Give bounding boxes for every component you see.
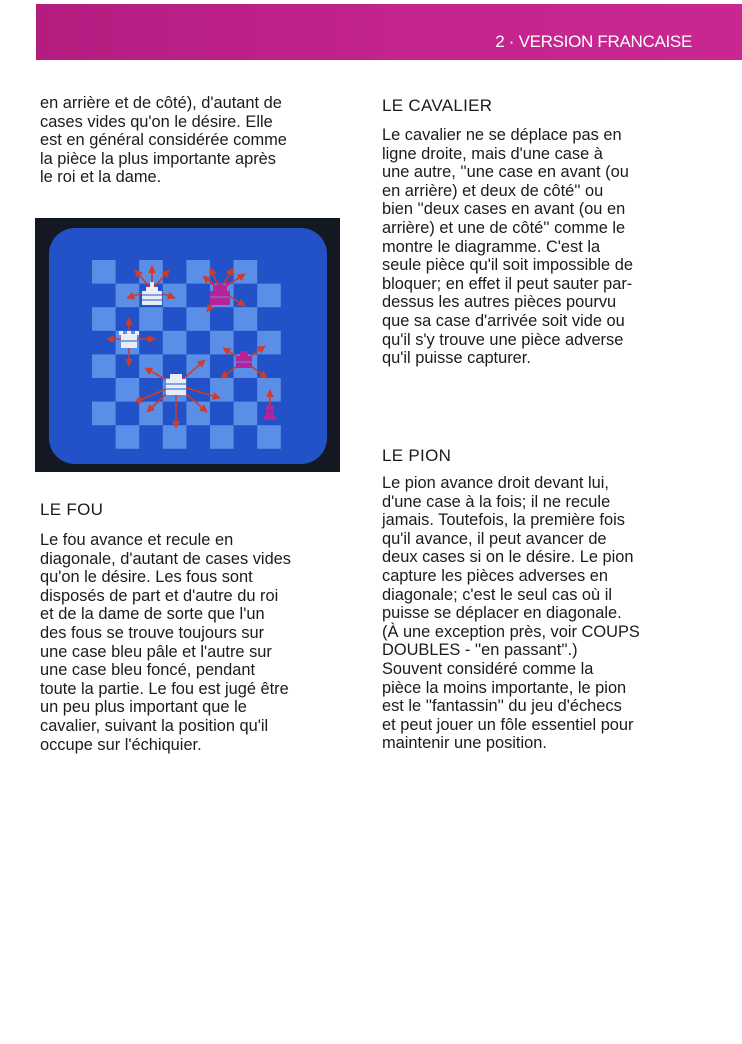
light-square xyxy=(163,425,187,449)
white-rook-piece xyxy=(119,331,139,348)
light-square xyxy=(186,260,210,284)
light-square xyxy=(257,378,281,402)
light-square xyxy=(257,331,281,355)
header-banner xyxy=(36,4,742,60)
chess-diagram-svg xyxy=(35,218,340,472)
light-square xyxy=(116,378,140,402)
light-square xyxy=(139,354,163,378)
section-heading-fou: LE FOU xyxy=(40,500,104,519)
chess-diagram xyxy=(35,218,340,472)
light-square xyxy=(163,331,187,355)
light-square xyxy=(92,402,116,426)
light-square xyxy=(186,307,210,331)
light-square xyxy=(210,331,234,355)
light-square xyxy=(139,402,163,426)
light-square xyxy=(92,307,116,331)
page-title: 2 · VERSION FRANCAISE xyxy=(495,32,692,51)
light-square xyxy=(257,425,281,449)
light-square xyxy=(234,307,258,331)
light-square xyxy=(257,284,281,308)
light-square xyxy=(92,354,116,378)
section-heading-cavalier: LE CAVALIER xyxy=(382,96,493,115)
magenta-queen-piece xyxy=(210,282,230,305)
light-square xyxy=(234,260,258,284)
light-square xyxy=(92,260,116,284)
section-heading-pion: LE PION xyxy=(382,446,452,465)
intro-paragraph: en arrière et de côté), d'autant de cases vides qu'on le désire. Elle est en général considérée comme la pièce la plus importante après le roi et la dame. xyxy=(40,94,287,187)
section-text-fou: Le fou avance et recule en diagonale, d'autant de cases vides qu'on le désire. Les fous sont disposés de part et d'autre du roi et de la dame de sorte que l'un des fous se trouve toujours sur une case bleu pâle et l'autre sur une case bleu foncé, pendant toute la partie. Le fou est jugé être un peu plus important que le cavalier, suivant la position qu'il occupe sur l'échiquier. xyxy=(40,531,291,754)
light-square xyxy=(116,425,140,449)
light-square xyxy=(210,378,234,402)
light-square xyxy=(210,425,234,449)
light-square xyxy=(234,402,258,426)
light-square xyxy=(139,307,163,331)
section-text-pion: Le pion avance droit devant lui, d'une case à la fois; il ne recule jamais. Toutefois, la première fois qu'il avance, il peut avancer de deux cases si on le désire. Le pion capture les pièces adverses en diagonale; c'est le seul cas où il puisse se déplacer en diagonale. (À une exception près, voir COUPS DOUBLES - ''en passant''.) Souvent considéré comme la pièce la moins importante, le pion est le ''fantassin'' du jeu d'échecs et peut jouer un fôle essentiel pour maintenir une position. xyxy=(382,474,640,753)
section-text-cavalier: Le cavalier ne se déplace pas en ligne droite, mais d'une case à une autre, ''une case en avant (ou en arrière) et deux de côté'' ou bien ''deux cases en avant (ou en arrière) et une de côté'' comme le montre le diagramme. C'est la seule pièce qu'il soit impossible de bloquer; en effet il peut sauter par- dessus les autres pièces pourvu que sa case d'arrivée soit vide ou qu'il s'y trouve une pièce adverse qu'il puisse capturer. xyxy=(382,126,633,368)
